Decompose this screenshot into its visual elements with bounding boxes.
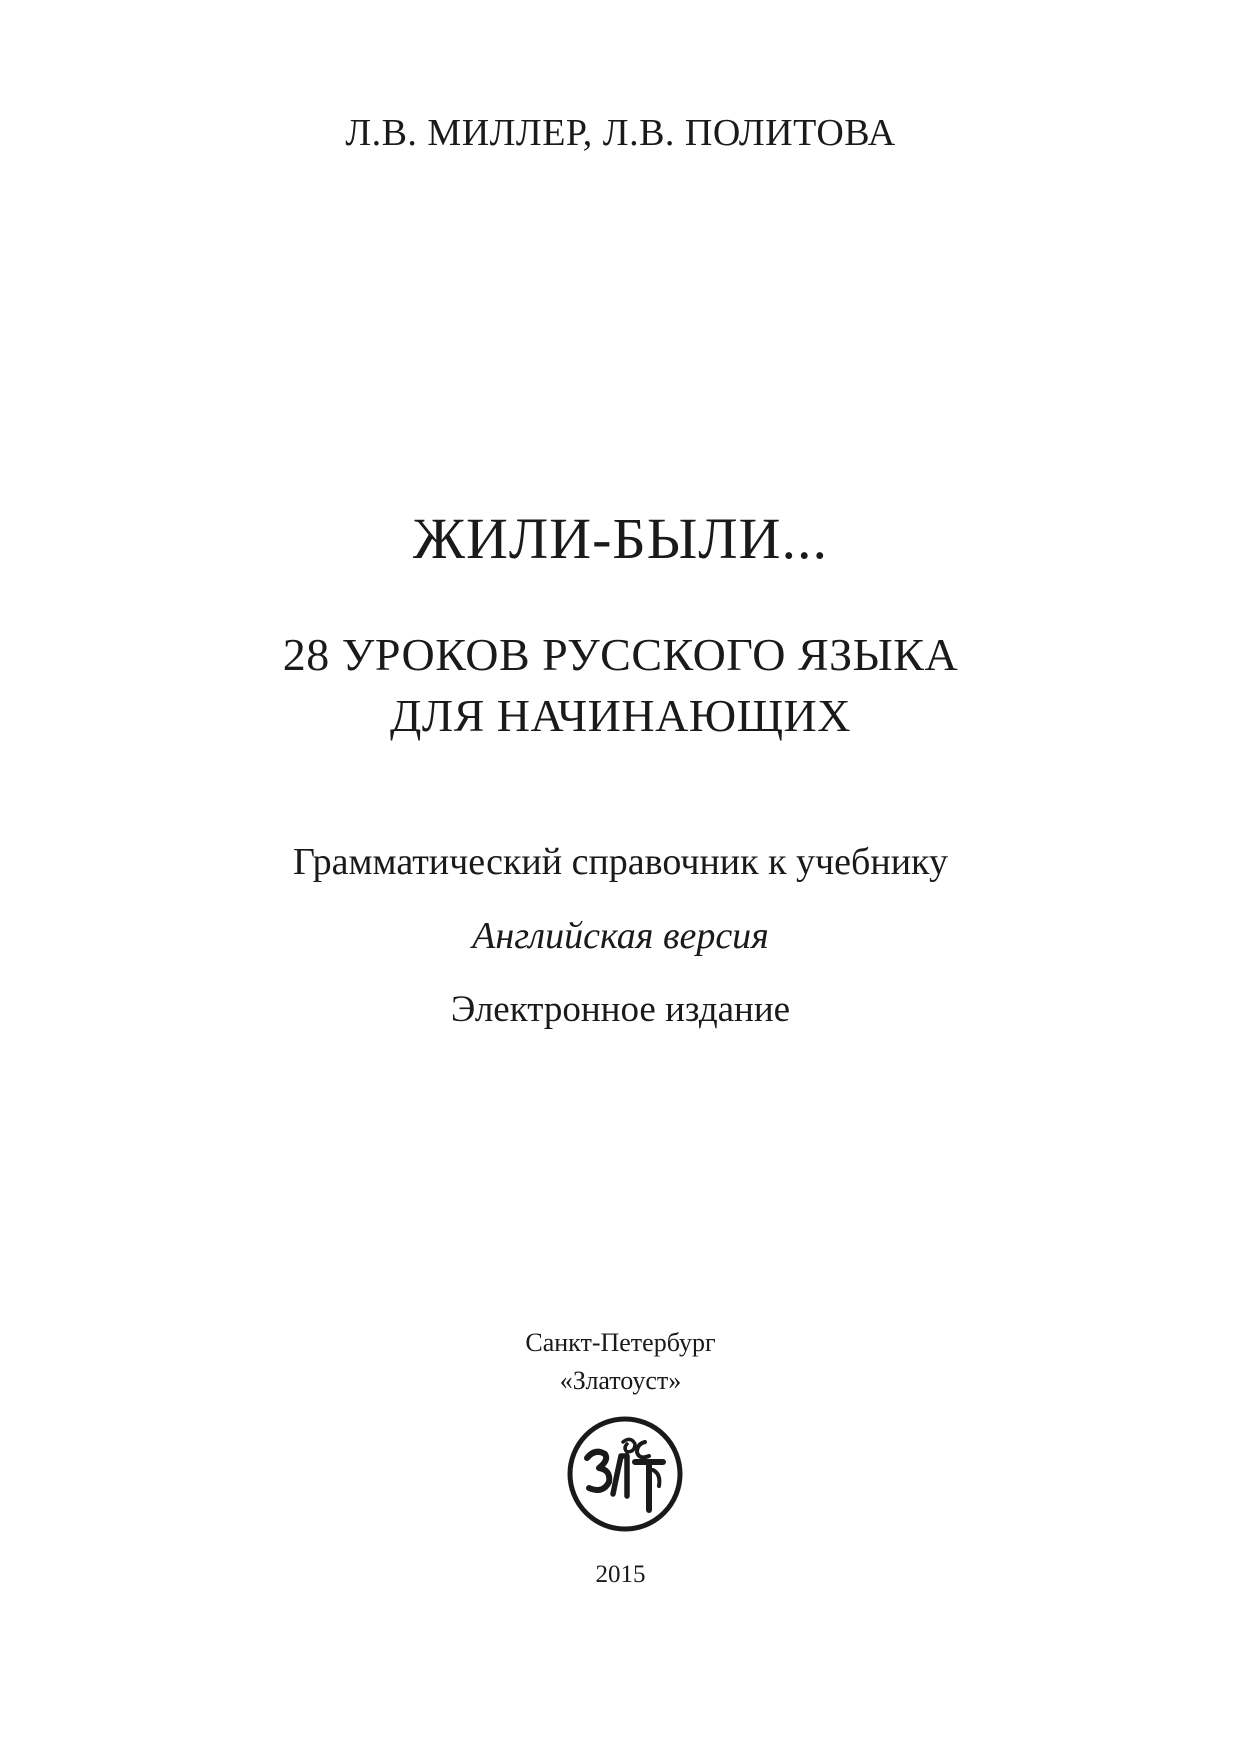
authors: Л.В. МИЛЛЕР, Л.В. ПОЛИТОВА [345,112,896,154]
edition-label: Электронное издание [450,989,791,1030]
book-title: ЖИЛИ-БЫЛИ... [413,506,828,571]
version-label: Английская версия [472,915,769,957]
publisher-name: «Златоуст» [559,1366,682,1395]
publication-year: 2015 [595,1561,646,1588]
subtitle-line-1: 28 УРОКОВ РУССКОГО ЯЗЫКА [282,629,959,680]
reference-description: Грамматический справочник к учебнику [293,841,948,883]
subtitle-line-2: ДЛЯ НАЧИНАЮЩИХ [390,690,851,741]
publisher-logo-icon [565,1412,685,1536]
publisher-city: Санкт-Петербург [525,1328,716,1357]
